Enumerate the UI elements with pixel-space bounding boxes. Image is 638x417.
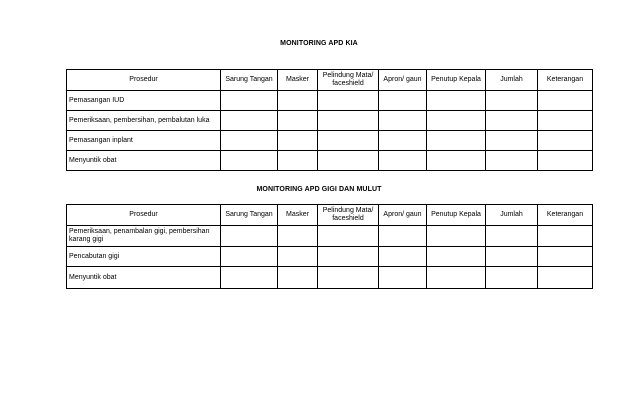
cell-pelindung-mata[interactable]: [318, 226, 379, 247]
header-jumlah: Jumlah: [486, 205, 538, 226]
header-masker: Masker: [278, 205, 318, 226]
cell-penutup-kepala[interactable]: [427, 226, 486, 247]
procedure-cell: Menyuntik obat: [67, 151, 221, 171]
header-jumlah: Jumlah: [486, 70, 538, 91]
section-title-gigi-mulut: MONITORING APD GIGI DAN MULUT: [256, 186, 382, 193]
cell-keterangan[interactable]: [538, 131, 593, 151]
cell-jumlah[interactable]: [486, 91, 538, 111]
cell-apron-gaun[interactable]: [379, 226, 427, 247]
cell-pelindung-mata[interactable]: [318, 91, 379, 111]
cell-sarung-tangan[interactable]: [221, 91, 278, 111]
header-keterangan: Keterangan: [538, 70, 593, 91]
procedure-cell: Pemeriksaan, pembersihan, pembalutan luka: [67, 111, 221, 131]
cell-keterangan[interactable]: [538, 111, 593, 131]
cell-sarung-tangan[interactable]: [221, 226, 278, 247]
procedure-cell: Menyuntik obat: [67, 267, 221, 289]
cell-keterangan[interactable]: [538, 247, 593, 267]
cell-masker[interactable]: [278, 131, 318, 151]
cell-penutup-kepala[interactable]: [427, 247, 486, 267]
cell-jumlah[interactable]: [486, 131, 538, 151]
monitoring-table-gigi-mulut: [66, 204, 593, 289]
procedure-cell: Pencabutan gigi: [67, 247, 221, 267]
cell-keterangan[interactable]: [538, 226, 593, 247]
cell-penutup-kepala[interactable]: [427, 131, 486, 151]
cell-masker[interactable]: [278, 267, 318, 289]
cell-penutup-kepala[interactable]: [427, 151, 486, 171]
cell-masker[interactable]: [278, 151, 318, 171]
header-masker: Masker: [278, 70, 318, 91]
table-row: [67, 131, 593, 151]
cell-masker[interactable]: [278, 247, 318, 267]
header-apron-gaun: Apron/ gaun: [379, 205, 427, 226]
cell-pelindung-mata[interactable]: [318, 247, 379, 267]
cell-sarung-tangan[interactable]: [221, 151, 278, 171]
header-penutup-kepala: Penutup Kepala: [427, 205, 486, 226]
cell-apron-gaun[interactable]: [379, 91, 427, 111]
table-row: [67, 267, 593, 289]
table-row: [67, 226, 593, 247]
header-penutup-kepala: Penutup Kepala: [427, 70, 486, 91]
cell-pelindung-mata[interactable]: [318, 131, 379, 151]
header-apron-gaun: Apron/ gaun: [379, 70, 427, 91]
procedure-cell: Pemasangan inplant: [67, 131, 221, 151]
cell-masker[interactable]: [278, 91, 318, 111]
table-header-row: [67, 70, 593, 91]
cell-penutup-kepala[interactable]: [427, 111, 486, 131]
cell-sarung-tangan[interactable]: [221, 131, 278, 151]
cell-apron-gaun[interactable]: [379, 151, 427, 171]
table-row: [67, 247, 593, 267]
cell-jumlah[interactable]: [486, 267, 538, 289]
cell-masker[interactable]: [278, 111, 318, 131]
cell-penutup-kepala[interactable]: [427, 91, 486, 111]
cell-jumlah[interactable]: [486, 151, 538, 171]
section-title-kia: MONITORING APD KIA: [280, 40, 358, 47]
cell-keterangan[interactable]: [538, 91, 593, 111]
cell-pelindung-mata[interactable]: [318, 267, 379, 289]
header-pelindung-mata: Pelindung Mata/ faceshield: [318, 205, 379, 226]
procedure-cell: Pemasangan IUD: [67, 91, 221, 111]
cell-apron-gaun[interactable]: [379, 247, 427, 267]
table-row: [67, 91, 593, 111]
header-pelindung-mata: Pelindung Mata/ faceshield: [318, 70, 379, 91]
cell-sarung-tangan[interactable]: [221, 111, 278, 131]
cell-penutup-kepala[interactable]: [427, 267, 486, 289]
table-row: [67, 151, 593, 171]
table-row: [67, 111, 593, 131]
procedure-cell: Pemeriksaan, penambalan gigi, pembersihan karang gigi: [67, 226, 221, 247]
header-keterangan: Keterangan: [538, 205, 593, 226]
cell-pelindung-mata[interactable]: [318, 111, 379, 131]
cell-keterangan[interactable]: [538, 267, 593, 289]
cell-apron-gaun[interactable]: [379, 111, 427, 131]
cell-jumlah[interactable]: [486, 111, 538, 131]
cell-masker[interactable]: [278, 226, 318, 247]
header-prosedur: Prosedur: [67, 70, 221, 91]
cell-apron-gaun[interactable]: [379, 267, 427, 289]
monitoring-table-kia: [66, 69, 593, 171]
cell-pelindung-mata[interactable]: [318, 151, 379, 171]
cell-jumlah[interactable]: [486, 247, 538, 267]
cell-sarung-tangan[interactable]: [221, 267, 278, 289]
cell-sarung-tangan[interactable]: [221, 247, 278, 267]
cell-keterangan[interactable]: [538, 151, 593, 171]
header-prosedur: Prosedur: [67, 205, 221, 226]
cell-jumlah[interactable]: [486, 226, 538, 247]
cell-apron-gaun[interactable]: [379, 131, 427, 151]
header-sarung-tangan: Sarung Tangan: [221, 70, 278, 91]
table-header-row: [67, 205, 593, 226]
header-sarung-tangan: Sarung Tangan: [221, 205, 278, 226]
